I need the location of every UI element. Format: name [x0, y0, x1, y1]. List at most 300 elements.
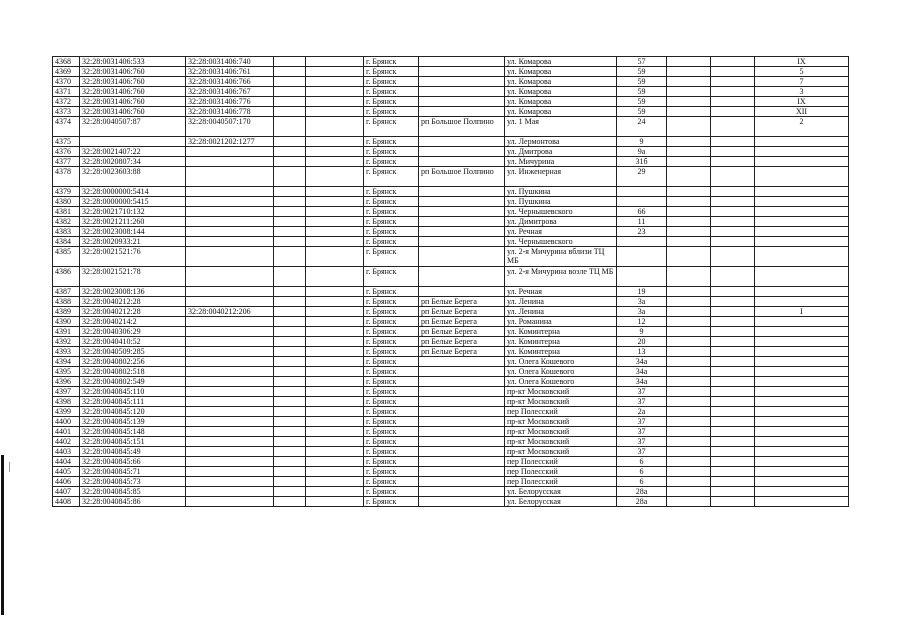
empty-cell: [274, 107, 306, 117]
empty-cell: [711, 217, 755, 227]
city-cell: г. Брянск: [364, 167, 419, 187]
street-cell: пр-кт Московский: [505, 437, 617, 447]
table-row: [53, 237, 849, 247]
street-cell: ул. Комарова: [505, 57, 617, 67]
row-number-cell: 4408: [53, 497, 80, 507]
street-cell: ул. 2-я Мичурина возле ТЦ МБ: [505, 267, 617, 287]
cadastral-number-cell: 32:28:0040212:28: [80, 307, 186, 317]
premises-number-cell: [755, 427, 849, 437]
house-number-cell: 23: [617, 227, 667, 237]
settlement-cell: [419, 377, 505, 387]
empty-cell: [306, 367, 364, 377]
house-number-cell: 37: [617, 417, 667, 427]
premises-number-cell: [755, 247, 849, 267]
city-cell: г. Брянск: [364, 227, 419, 237]
settlement-cell: [419, 67, 505, 77]
row-number-cell: 4378: [53, 167, 80, 187]
row-number-cell: 4380: [53, 197, 80, 207]
house-number-cell: 19: [617, 287, 667, 297]
empty-cell: [306, 147, 364, 157]
table-row: [53, 307, 849, 317]
empty-cell: [667, 437, 711, 447]
empty-cell: [274, 497, 306, 507]
empty-cell: [306, 247, 364, 267]
sub-cadastral-number-cell: 32:28:0031406:776: [186, 97, 274, 107]
house-number-cell: 31б: [617, 157, 667, 167]
empty-cell: [306, 457, 364, 467]
premises-number-cell: [755, 407, 849, 417]
empty-cell: [667, 457, 711, 467]
city-cell: г. Брянск: [364, 387, 419, 397]
empty-cell: [711, 237, 755, 247]
settlement-cell: [419, 147, 505, 157]
table-row: [53, 437, 849, 447]
empty-cell: [667, 337, 711, 347]
settlement-cell: [419, 437, 505, 447]
settlement-cell: [419, 217, 505, 227]
empty-cell: [711, 397, 755, 407]
house-number-cell: 9а: [617, 147, 667, 157]
empty-cell: [306, 197, 364, 207]
city-cell: г. Брянск: [364, 407, 419, 417]
empty-cell: [274, 77, 306, 87]
sub-cadastral-number-cell: [186, 407, 274, 417]
empty-cell: [711, 407, 755, 417]
empty-cell: [306, 57, 364, 67]
empty-cell: [274, 287, 306, 297]
empty-cell: [667, 237, 711, 247]
city-cell: г. Брянск: [364, 287, 419, 297]
empty-cell: [274, 237, 306, 247]
table-row: [53, 357, 849, 367]
empty-cell: [274, 437, 306, 447]
empty-cell: [667, 207, 711, 217]
empty-cell: [667, 297, 711, 307]
row-number-cell: 4398: [53, 397, 80, 407]
premises-number-cell: [755, 417, 849, 427]
city-cell: г. Брянск: [364, 487, 419, 497]
city-cell: г. Брянск: [364, 357, 419, 367]
house-number-cell: [617, 247, 667, 267]
sub-cadastral-number-cell: [186, 147, 274, 157]
empty-cell: [274, 137, 306, 147]
settlement-cell: [419, 287, 505, 297]
empty-cell: [711, 267, 755, 287]
house-number-cell: 11: [617, 217, 667, 227]
settlement-cell: [419, 427, 505, 437]
city-cell: г. Брянск: [364, 187, 419, 197]
row-number-cell: 4371: [53, 87, 80, 97]
city-cell: г. Брянск: [364, 327, 419, 337]
city-cell: г. Брянск: [364, 67, 419, 77]
house-number-cell: 34а: [617, 367, 667, 377]
premises-number-cell: 3: [755, 87, 849, 97]
empty-cell: [667, 387, 711, 397]
empty-cell: [306, 77, 364, 87]
sub-cadastral-number-cell: [186, 167, 274, 187]
sub-cadastral-number-cell: [186, 487, 274, 497]
settlement-cell: [419, 447, 505, 457]
house-number-cell: 24: [617, 117, 667, 137]
empty-cell: [306, 357, 364, 367]
house-number-cell: 37: [617, 447, 667, 457]
settlement-cell: [419, 387, 505, 397]
empty-cell: [274, 477, 306, 487]
empty-cell: [274, 417, 306, 427]
empty-cell: [711, 197, 755, 207]
table-row: [53, 347, 849, 357]
city-cell: г. Брянск: [364, 137, 419, 147]
street-cell: ул. Олега Кошевого: [505, 367, 617, 377]
house-number-cell: 34а: [617, 357, 667, 367]
empty-cell: [274, 87, 306, 97]
premises-number-cell: [755, 367, 849, 377]
settlement-cell: рп Белые Берега: [419, 297, 505, 307]
settlement-cell: [419, 207, 505, 217]
empty-cell: [306, 317, 364, 327]
table-row: [53, 157, 849, 167]
empty-cell: [306, 307, 364, 317]
empty-cell: [667, 367, 711, 377]
empty-cell: [274, 227, 306, 237]
premises-number-cell: [755, 167, 849, 187]
premises-number-cell: 5: [755, 67, 849, 77]
premises-number-cell: [755, 457, 849, 467]
empty-cell: [667, 377, 711, 387]
empty-cell: [306, 427, 364, 437]
cadastral-number-cell: 32:28:0031406:760: [80, 67, 186, 77]
empty-cell: [711, 367, 755, 377]
settlement-cell: [419, 267, 505, 287]
street-cell: пр-кт Московский: [505, 387, 617, 397]
row-number-cell: 4382: [53, 217, 80, 227]
sub-cadastral-number-cell: [186, 377, 274, 387]
row-number-cell: 4381: [53, 207, 80, 217]
empty-cell: [711, 147, 755, 157]
empty-cell: [274, 327, 306, 337]
row-number-cell: 4385: [53, 247, 80, 267]
sub-cadastral-number-cell: [186, 267, 274, 287]
street-cell: ул. Чернышевского: [505, 237, 617, 247]
empty-cell: [274, 297, 306, 307]
empty-cell: [667, 57, 711, 67]
empty-cell: [306, 487, 364, 497]
cadastral-number-cell: 32:28:0040845:148: [80, 427, 186, 437]
row-number-cell: 4387: [53, 287, 80, 297]
house-number-cell: 59: [617, 67, 667, 77]
cadastral-number-cell: [80, 137, 186, 147]
empty-cell: [711, 157, 755, 167]
house-number-cell: [617, 267, 667, 287]
street-cell: ул. Комарова: [505, 77, 617, 87]
sub-cadastral-number-cell: 32:28:0031406:740: [186, 57, 274, 67]
house-number-cell: 59: [617, 87, 667, 97]
settlement-cell: рп Белые Берега: [419, 327, 505, 337]
table-row: [53, 207, 849, 217]
empty-cell: [274, 397, 306, 407]
sub-cadastral-number-cell: [186, 207, 274, 217]
premises-number-cell: [755, 347, 849, 357]
cadastral-number-cell: 32:28:0000000:5415: [80, 197, 186, 207]
table-row: [53, 187, 849, 197]
settlement-cell: рп Белые Берега: [419, 307, 505, 317]
empty-cell: [306, 477, 364, 487]
empty-cell: [306, 67, 364, 77]
empty-cell: [667, 87, 711, 97]
cadastral-number-cell: 32:28:0031406:760: [80, 87, 186, 97]
cadastral-number-cell: 32:28:0040845:139: [80, 417, 186, 427]
empty-cell: [667, 267, 711, 287]
empty-cell: [711, 427, 755, 437]
empty-cell: [667, 477, 711, 487]
cadastral-number-cell: 32:28:0040845:49: [80, 447, 186, 457]
empty-cell: [667, 327, 711, 337]
table-row: [53, 117, 849, 137]
empty-cell: [274, 467, 306, 477]
table-row: [53, 87, 849, 97]
cadastral-number-cell: 32:28:0040802:518: [80, 367, 186, 377]
premises-number-cell: [755, 487, 849, 497]
row-number-cell: 4401: [53, 427, 80, 437]
row-number-cell: 4369: [53, 67, 80, 77]
table-row: [53, 137, 849, 147]
empty-cell: [306, 237, 364, 247]
house-number-cell: 59: [617, 107, 667, 117]
table-row: [53, 487, 849, 497]
empty-cell: [306, 187, 364, 197]
row-number-cell: 4399: [53, 407, 80, 417]
table-row: [53, 447, 849, 457]
sub-cadastral-number-cell: [186, 287, 274, 297]
empty-cell: [667, 187, 711, 197]
table-row: [53, 337, 849, 347]
empty-cell: [711, 467, 755, 477]
sub-cadastral-number-cell: [186, 247, 274, 267]
premises-number-cell: [755, 437, 849, 447]
city-cell: г. Брянск: [364, 117, 419, 137]
settlement-cell: [419, 197, 505, 207]
empty-cell: [306, 407, 364, 417]
settlement-cell: [419, 77, 505, 87]
city-cell: г. Брянск: [364, 207, 419, 217]
row-number-cell: 4368: [53, 57, 80, 67]
row-number-cell: 4388: [53, 297, 80, 307]
premises-number-cell: [755, 477, 849, 487]
cadastral-number-cell: 32:28:0031406:760: [80, 107, 186, 117]
settlement-cell: [419, 137, 505, 147]
sub-cadastral-number-cell: [186, 447, 274, 457]
city-cell: г. Брянск: [364, 57, 419, 67]
street-cell: ул. Коминтерна: [505, 337, 617, 347]
row-number-cell: 4406: [53, 477, 80, 487]
row-number-cell: 4375: [53, 137, 80, 147]
house-number-cell: 6: [617, 467, 667, 477]
empty-cell: [667, 137, 711, 147]
empty-cell: [711, 187, 755, 197]
empty-cell: [274, 447, 306, 457]
empty-cell: [306, 117, 364, 137]
empty-cell: [711, 167, 755, 187]
row-number-cell: 4397: [53, 387, 80, 397]
row-number-cell: 4376: [53, 147, 80, 157]
street-cell: ул. Пушкина: [505, 187, 617, 197]
empty-cell: [274, 247, 306, 267]
house-number-cell: [617, 187, 667, 197]
settlement-cell: [419, 457, 505, 467]
premises-number-cell: [755, 157, 849, 167]
empty-cell: [667, 447, 711, 457]
premises-number-cell: [755, 237, 849, 247]
premises-number-cell: I: [755, 307, 849, 317]
empty-cell: [711, 207, 755, 217]
city-cell: г. Брянск: [364, 87, 419, 97]
premises-number-cell: [755, 297, 849, 307]
table-row: [53, 57, 849, 67]
row-number-cell: 4400: [53, 417, 80, 427]
empty-cell: [306, 377, 364, 387]
street-cell: ул. Пушкина: [505, 197, 617, 207]
city-cell: г. Брянск: [364, 147, 419, 157]
premises-number-cell: [755, 337, 849, 347]
premises-number-cell: [755, 377, 849, 387]
premises-number-cell: [755, 267, 849, 287]
empty-cell: [306, 97, 364, 107]
street-cell: ул. Лермонтова: [505, 137, 617, 147]
house-number-cell: 59: [617, 97, 667, 107]
binding-edge-mark: [1, 455, 4, 615]
empty-cell: [274, 67, 306, 77]
table-row: [53, 247, 849, 267]
street-cell: ул. 2-я Мичурина вблизи ТЦ МБ: [505, 247, 617, 267]
sub-cadastral-number-cell: [186, 417, 274, 427]
sub-cadastral-number-cell: [186, 367, 274, 377]
row-number-cell: 4394: [53, 357, 80, 367]
street-cell: ул. Комарова: [505, 67, 617, 77]
house-number-cell: 6: [617, 457, 667, 467]
street-cell: пр-кт Московский: [505, 447, 617, 457]
row-number-cell: 4391: [53, 327, 80, 337]
street-cell: ул. Речная: [505, 287, 617, 297]
empty-cell: [667, 227, 711, 237]
table-row: [53, 467, 849, 477]
empty-cell: [711, 117, 755, 137]
empty-cell: [711, 297, 755, 307]
city-cell: г. Брянск: [364, 297, 419, 307]
city-cell: г. Брянск: [364, 467, 419, 477]
row-number-cell: 4377: [53, 157, 80, 167]
empty-cell: [667, 417, 711, 427]
sub-cadastral-number-cell: [186, 337, 274, 347]
empty-cell: [667, 287, 711, 297]
empty-cell: [274, 167, 306, 187]
sub-cadastral-number-cell: 32:28:0031406:778: [186, 107, 274, 117]
empty-cell: [274, 207, 306, 217]
city-cell: г. Брянск: [364, 77, 419, 87]
house-number-cell: 37: [617, 437, 667, 447]
city-cell: г. Брянск: [364, 377, 419, 387]
house-number-cell: 28а: [617, 487, 667, 497]
row-number-cell: 4395: [53, 367, 80, 377]
row-number-cell: 4393: [53, 347, 80, 357]
empty-cell: [711, 287, 755, 297]
row-number-cell: 4389: [53, 307, 80, 317]
table-row: [53, 107, 849, 117]
street-cell: ул. 1 Мая: [505, 117, 617, 137]
empty-cell: [274, 347, 306, 357]
empty-cell: [306, 87, 364, 97]
empty-cell: [274, 217, 306, 227]
premises-number-cell: [755, 387, 849, 397]
house-number-cell: 28а: [617, 497, 667, 507]
table-row: [53, 147, 849, 157]
street-cell: ул. Инженерная: [505, 167, 617, 187]
empty-cell: [711, 327, 755, 337]
empty-cell: [274, 187, 306, 197]
empty-cell: [306, 417, 364, 427]
sub-cadastral-number-cell: [186, 227, 274, 237]
cadastral-number-cell: 32:28:0040802:256: [80, 357, 186, 367]
premises-number-cell: [755, 287, 849, 297]
sub-cadastral-number-cell: [186, 187, 274, 197]
street-cell: ул. Мичурина: [505, 157, 617, 167]
city-cell: г. Брянск: [364, 217, 419, 227]
empty-cell: [274, 197, 306, 207]
street-cell: пер Полесский: [505, 477, 617, 487]
empty-cell: [711, 107, 755, 117]
sub-cadastral-number-cell: [186, 237, 274, 247]
city-cell: г. Брянск: [364, 247, 419, 267]
cadastral-number-cell: 32:28:0023008:144: [80, 227, 186, 237]
empty-cell: [274, 427, 306, 437]
empty-cell: [711, 417, 755, 427]
empty-cell: [711, 307, 755, 317]
premises-number-cell: 7: [755, 77, 849, 87]
premises-number-cell: [755, 197, 849, 207]
settlement-cell: рп Белые Берега: [419, 317, 505, 327]
street-cell: ул. Олега Кошевого: [505, 357, 617, 367]
empty-cell: [306, 497, 364, 507]
sub-cadastral-number-cell: 32:28:0031406:767: [186, 87, 274, 97]
table-row: [53, 297, 849, 307]
table-row: [53, 397, 849, 407]
cadastral-number-cell: 32:28:0040845:151: [80, 437, 186, 447]
house-number-cell: 59: [617, 77, 667, 87]
empty-cell: [667, 217, 711, 227]
house-number-cell: 3а: [617, 297, 667, 307]
sub-cadastral-number-cell: [186, 427, 274, 437]
row-number-cell: 4374: [53, 117, 80, 137]
sub-cadastral-number-cell: [186, 457, 274, 467]
street-cell: ул. Белорусская: [505, 497, 617, 507]
empty-cell: [306, 327, 364, 337]
premises-number-cell: [755, 327, 849, 337]
empty-cell: [274, 387, 306, 397]
street-cell: ул. Комарова: [505, 97, 617, 107]
sub-cadastral-number-cell: 32:28:0031406:761: [186, 67, 274, 77]
row-number-cell: 4403: [53, 447, 80, 457]
empty-cell: [306, 287, 364, 297]
city-cell: г. Брянск: [364, 317, 419, 327]
house-number-cell: 9: [617, 137, 667, 147]
empty-cell: [274, 367, 306, 377]
empty-cell: [667, 117, 711, 137]
premises-number-cell: [755, 467, 849, 477]
sub-cadastral-number-cell: [186, 317, 274, 327]
empty-cell: [667, 467, 711, 477]
table-row: [53, 477, 849, 487]
empty-cell: [306, 387, 364, 397]
cadastral-number-cell: 32:28:0040845:71: [80, 467, 186, 477]
